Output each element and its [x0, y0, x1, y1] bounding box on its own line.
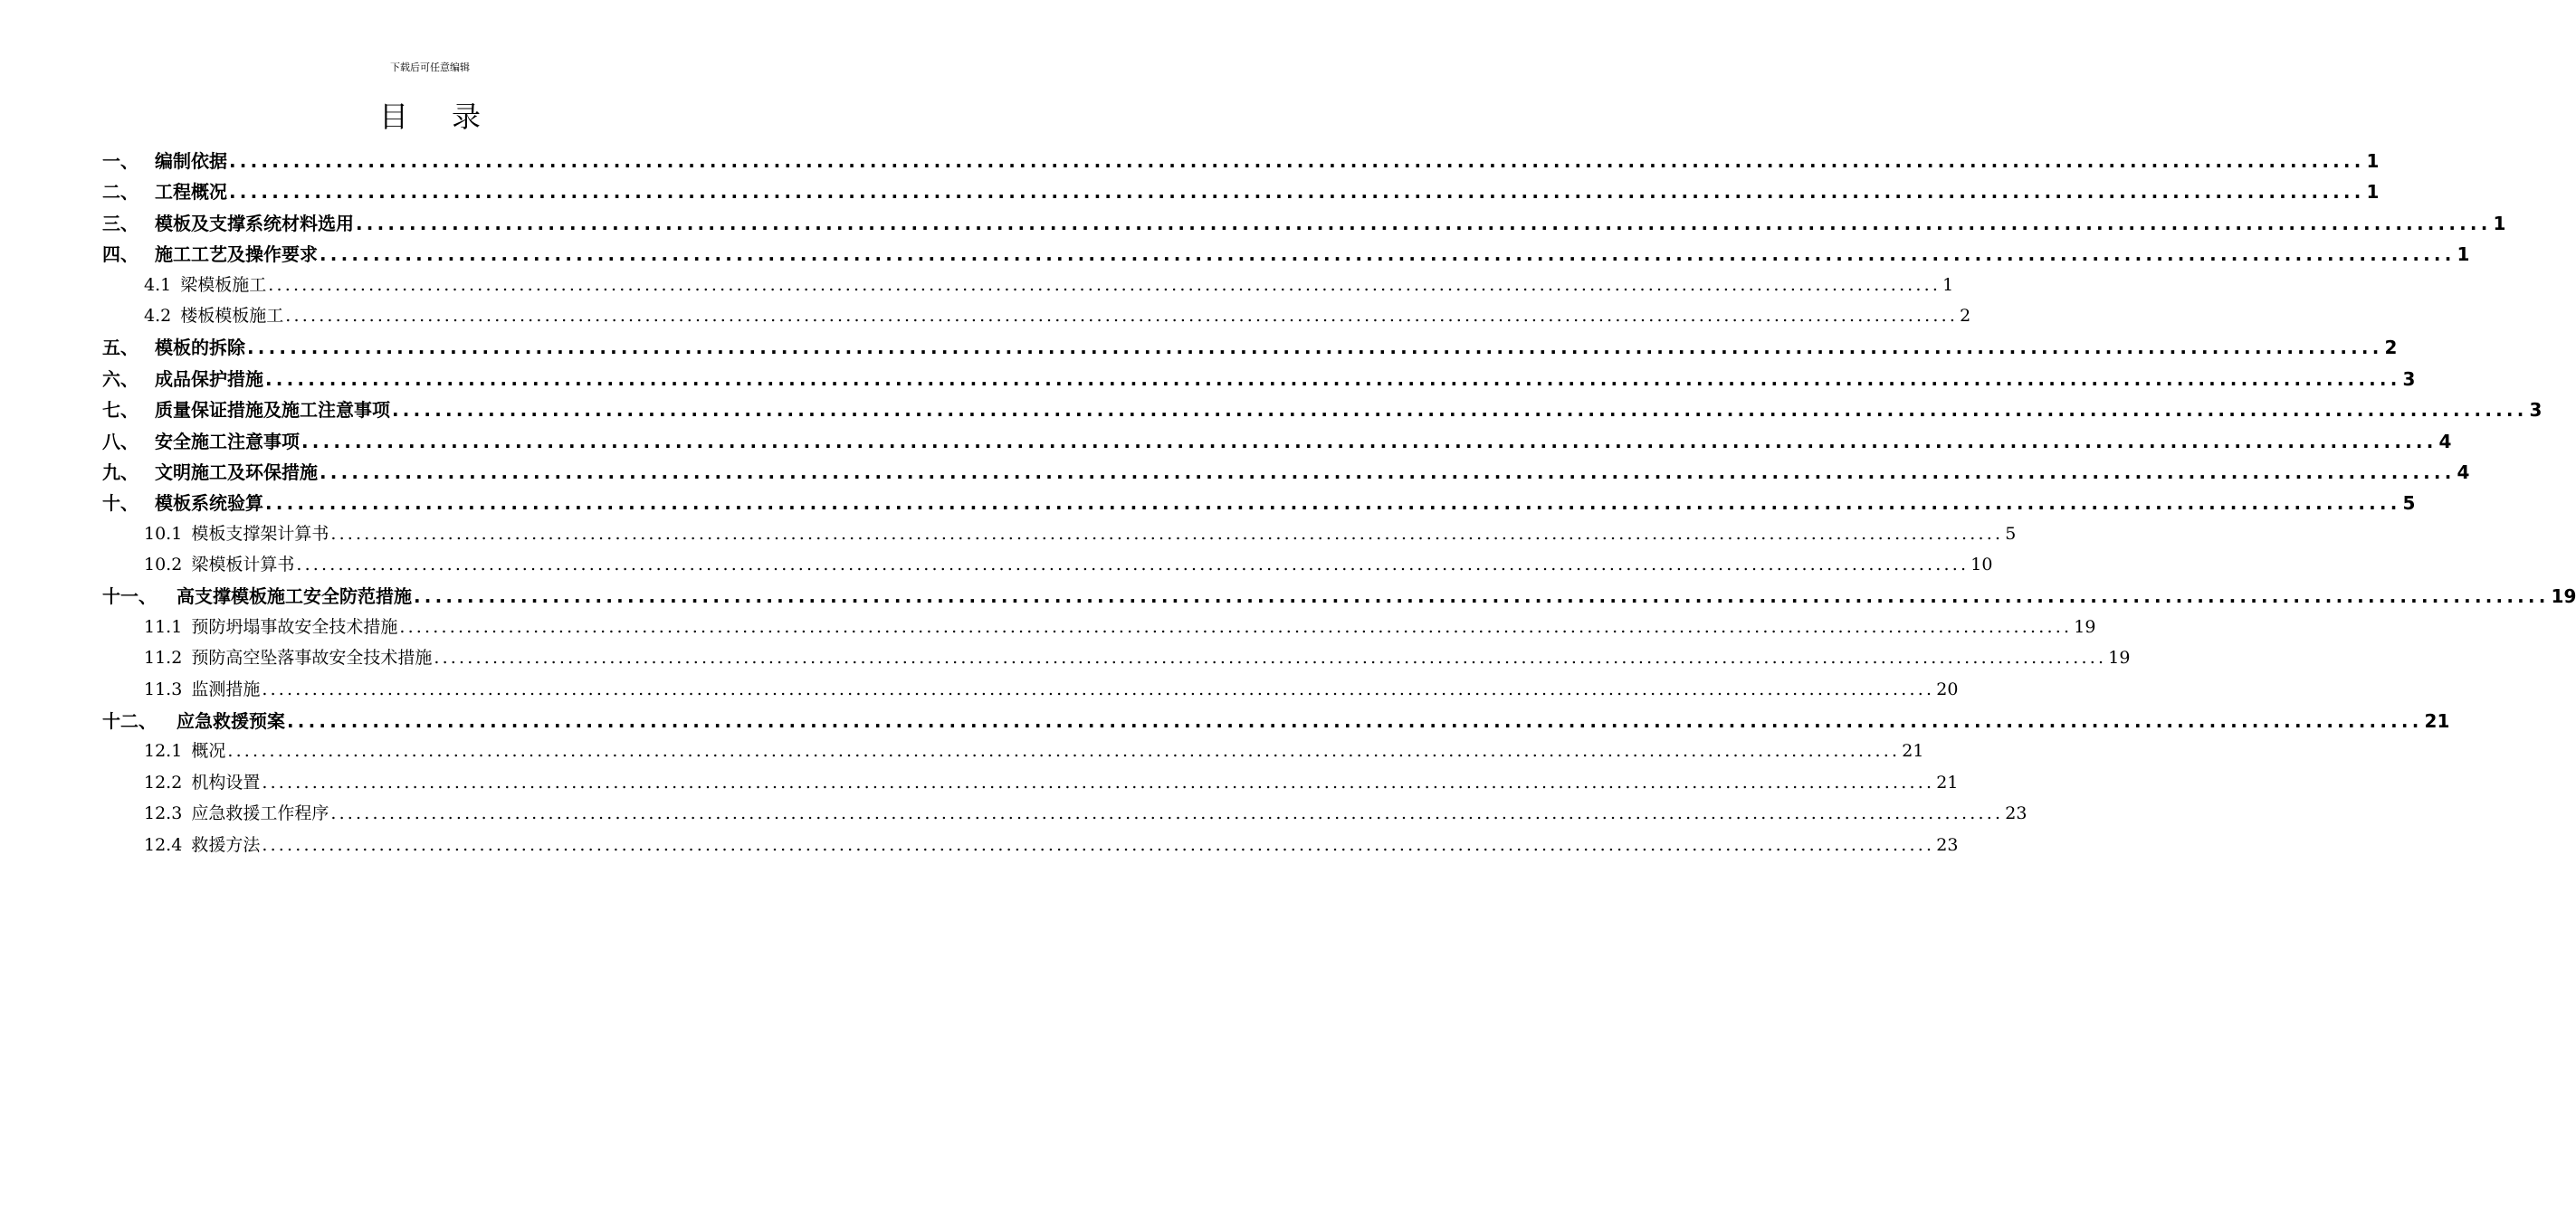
toc-entry[interactable] — [102, 240, 2470, 271]
toc-dot-leader: ........................................................................................................................................................................................................ — [330, 803, 2004, 824]
toc-entry-number: 八、 — [102, 430, 138, 452]
toc-entry-number: 四、 — [102, 243, 138, 266]
toc-entry-label: 工程概况 — [155, 181, 227, 204]
toc-page-number: 3 — [2529, 399, 2543, 422]
toc-entry-label: 应急救援工作程序 — [191, 803, 329, 824]
toc-entry[interactable] — [102, 582, 2576, 613]
toc-entry-number: 六、 — [102, 367, 138, 390]
toc-entry-number: 一、 — [102, 150, 138, 172]
toc-page-number: 20 — [1936, 679, 1959, 699]
toc-subentry[interactable] — [102, 676, 1959, 707]
toc-page-number: 4 — [2438, 430, 2452, 452]
toc-dot-leader: ........................................................................................................................................................................................................ — [285, 305, 1959, 326]
toc-page-number: 23 — [2005, 803, 2027, 824]
toc-entry[interactable] — [102, 177, 2380, 208]
toc-entry[interactable] — [102, 209, 2506, 240]
toc-entry-label: 文明施工及环保措施 — [155, 461, 318, 483]
toc-dot-leader: ........................................................................................................................................................................................................ — [320, 461, 2456, 483]
toc-entry[interactable] — [102, 427, 2452, 458]
toc-subentry[interactable] — [102, 613, 2096, 644]
toc-entry-number: 4.2 — [144, 305, 172, 326]
toc-entry-number: 12.1 — [144, 741, 183, 762]
toc-entry-number: 七、 — [102, 399, 138, 422]
toc-entry-label: 高支撑模板施工安全防范措施 — [177, 585, 412, 608]
toc-entry-label: 梁模板计算书 — [191, 555, 295, 575]
toc-entry[interactable] — [102, 395, 2543, 426]
toc-entry[interactable] — [102, 333, 2398, 364]
toc-dot-leader: ........................................................................................................................................................................................................ — [287, 710, 2423, 733]
toc-entry-number: 10.1 — [144, 523, 183, 544]
toc-page-number: 1 — [1942, 274, 1954, 295]
toc-entry[interactable] — [102, 147, 2380, 177]
toc-subentry[interactable] — [102, 737, 1924, 768]
toc-page-number: 19 — [2108, 648, 2131, 669]
toc-dot-leader: ........................................................................................................................................................................................................ — [262, 679, 1935, 699]
toc-entry-label: 预防高空坠落事故安全技术措施 — [191, 648, 433, 669]
toc-entry[interactable] — [102, 489, 2416, 519]
toc-dot-leader: ........................................................................................................................................................................................................ — [320, 243, 2456, 266]
toc-dot-leader: ........................................................................................................................................................................................................ — [414, 585, 2550, 608]
toc-dot-leader: ........................................................................................................................................................................................................ — [268, 274, 1942, 295]
toc-entry-label: 模板系统验算 — [155, 492, 263, 515]
toc-dot-leader: ........................................................................................................................................................................................................ — [392, 399, 2528, 422]
toc-entry-number: 12.3 — [144, 803, 183, 824]
toc-page-number: 5 — [2402, 492, 2416, 515]
toc-dot-leader: ........................................................................................................................................................................................................ — [262, 772, 1935, 793]
toc-entry-label: 梁模板施工 — [180, 274, 267, 295]
toc-subentry[interactable] — [102, 271, 1954, 302]
toc-entry-label: 施工工艺及操作要求 — [155, 243, 318, 266]
toc-dot-leader: ........................................................................................................................................................................................................ — [301, 430, 2438, 452]
toc-title: 目录 — [378, 100, 524, 134]
toc-entry-label: 监测措施 — [191, 679, 261, 699]
toc-page-number: 21 — [1936, 772, 1959, 793]
toc-entry-number: 五、 — [102, 337, 138, 359]
toc-dot-leader: ........................................................................................................................................................................................................ — [265, 367, 2401, 390]
toc-page-number: 1 — [2366, 181, 2380, 204]
toc-subentry[interactable] — [102, 769, 1959, 800]
toc-entry-label: 成品保护措施 — [155, 367, 263, 390]
toc-entry-label: 模板的拆除 — [155, 337, 245, 359]
toc-entry-number: 11.1 — [144, 616, 183, 637]
toc-entry-number: 4.1 — [144, 274, 172, 295]
toc-entry-label: 模板支撑架计算书 — [191, 523, 329, 544]
toc-dot-leader: ........................................................................................................................................................................................................ — [399, 616, 2073, 637]
toc-dot-leader: ........................................................................................................................................................................................................ — [262, 834, 1935, 855]
toc-subentry[interactable] — [102, 520, 2017, 551]
toc-dot-leader: ........................................................................................................................................................................................................ — [296, 555, 1970, 575]
toc-page-number: 1 — [2366, 150, 2380, 172]
toc-entry-number: 11.3 — [144, 679, 183, 699]
toc-dot-leader: ........................................................................................................................................................................................................ — [356, 212, 2492, 234]
toc-dot-leader: ........................................................................................................................................................................................................ — [227, 741, 1901, 762]
toc-dot-leader: ........................................................................................................................................................................................................ — [330, 523, 2004, 544]
toc-entry-number: 二、 — [102, 181, 138, 204]
toc-page-number: 1 — [2493, 212, 2506, 234]
toc-subentry[interactable] — [102, 800, 2027, 831]
toc-entry-number: 十二、 — [102, 710, 157, 733]
toc-page-number: 2 — [2384, 337, 2398, 359]
toc-page-number: 19 — [2551, 585, 2576, 608]
toc-entry-number: 12.2 — [144, 772, 183, 793]
toc-entry[interactable] — [102, 365, 2416, 395]
toc-entry-label: 机构设置 — [191, 772, 261, 793]
toc-dot-leader: ........................................................................................................................................................................................................ — [434, 648, 2107, 669]
toc-page-number: 21 — [2424, 710, 2450, 733]
toc-page-number: 10 — [1970, 555, 1993, 575]
toc-entry-label: 应急救援预案 — [177, 710, 285, 733]
toc-entry-label: 编制依据 — [155, 150, 227, 172]
toc-entry-label: 救援方法 — [191, 834, 261, 855]
toc-entry-number: 12.4 — [144, 834, 183, 855]
toc-entry[interactable] — [102, 707, 2450, 737]
toc-entry-label: 预防坍塌事故安全技术措施 — [191, 616, 398, 637]
toc-page-number: 4 — [2457, 461, 2470, 483]
toc-entry-number: 10.2 — [144, 555, 183, 575]
toc-entry-label: 模板及支撑系统材料选用 — [155, 212, 354, 234]
toc-page-number: 2 — [1960, 305, 1971, 326]
toc-subentry[interactable] — [102, 302, 1971, 333]
toc-entry-number: 九、 — [102, 461, 138, 483]
page-header: 下载后可任意编辑 — [390, 62, 470, 73]
toc-entry[interactable] — [102, 458, 2470, 489]
toc-dot-leader: ........................................................................................................................................................................................................ — [247, 337, 2383, 359]
toc-entry-label: 质量保证措施及施工注意事项 — [155, 399, 390, 422]
toc-entry-number: 十一、 — [102, 585, 157, 608]
toc-entry-number: 11.2 — [144, 648, 183, 669]
toc-page-number: 21 — [1902, 741, 1924, 762]
toc-entry-number: 三、 — [102, 212, 138, 234]
toc-entry-label: 楼板模板施工 — [180, 305, 284, 326]
toc-page-number: 5 — [2005, 523, 2017, 544]
toc-entry-label: 概况 — [191, 741, 226, 762]
toc-page-number: 19 — [2074, 616, 2096, 637]
toc-subentry[interactable] — [102, 644, 2131, 675]
toc-page-number: 3 — [2402, 367, 2416, 390]
toc-subentry[interactable] — [102, 551, 1993, 582]
toc-page-number: 23 — [1936, 834, 1959, 855]
toc-dot-leader: ........................................................................................................................................................................................................ — [265, 492, 2401, 515]
toc-page-number: 1 — [2457, 243, 2470, 266]
toc-subentry[interactable] — [102, 831, 1959, 862]
toc-dot-leader: ........................................................................................................................................................................................................ — [229, 181, 2365, 204]
toc-dot-leader: ........................................................................................................................................................................................................ — [229, 150, 2365, 172]
toc-entry-label: 安全施工注意事项 — [155, 430, 300, 452]
table-of-contents — [102, 147, 2576, 862]
toc-entry-number: 十、 — [102, 492, 138, 515]
